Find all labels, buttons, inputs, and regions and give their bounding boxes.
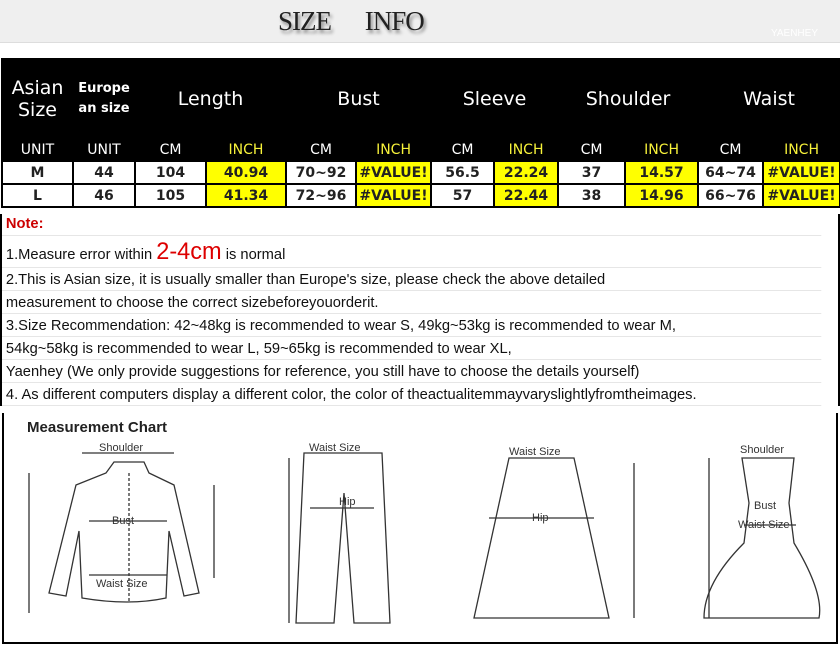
table-cell: 22.24	[494, 161, 558, 184]
note-2b: measurement to choose the correct sizebeforeyouorderit.	[2, 291, 821, 314]
header-waist: Waist	[698, 59, 840, 139]
banner-title: SIZE INFO	[278, 6, 424, 36]
size-info-banner	[0, 0, 840, 43]
brand-watermark: YAENHEY	[770, 28, 818, 39]
unit-cell: UNIT	[73, 139, 135, 161]
note-3b: 54kg~58kg is recommended to wear L, 59~65kg is recommended to wear XL,	[2, 337, 821, 360]
table-row	[2, 161, 840, 184]
size-label: L	[2, 184, 73, 207]
table-cell: 57	[431, 184, 494, 207]
unit-cell: CM	[558, 139, 625, 161]
dress-bust-label: Bust	[754, 500, 777, 512]
unit-cell: INCH	[494, 139, 558, 161]
skirt-diagram-icon	[474, 458, 634, 618]
notes-title: Note:	[2, 214, 821, 236]
table-cell: #VALUE!	[356, 184, 431, 207]
header-european-size: Europe an size	[73, 59, 135, 139]
table-cell: #VALUE!	[763, 184, 840, 207]
table-cell: 104	[135, 161, 206, 184]
note-2a: 2.This is Asian size, it is usually smaller than Europe's size, please check the above detailed	[2, 268, 821, 291]
header-length: Length	[135, 59, 286, 139]
table-cell: 46	[73, 184, 135, 207]
skirt-waist-label: Waist Size	[509, 446, 561, 458]
table-cell: 22.44	[494, 184, 558, 207]
table-cell: #VALUE!	[356, 161, 431, 184]
dress-shoulder-label: Shoulder	[740, 444, 785, 456]
pants-diagram-icon	[289, 453, 390, 623]
shirt-bust-label: Bust	[112, 515, 135, 527]
note-3a: 3.Size Recommendation: 42~48kg is recommended to wear S, 49kg~53kg is recommended to wear M,	[2, 314, 821, 337]
note-3c: Yaenhey (We only provide suggestions for reference, you still have to choose the details yourself)	[2, 360, 821, 383]
unit-cell: CM	[431, 139, 494, 161]
measurement-chart	[2, 413, 838, 644]
unit-cell: INCH	[206, 139, 286, 161]
chart-title: Measurement Chart	[27, 419, 168, 436]
notes-section	[0, 214, 840, 406]
table-cell: 72~96	[286, 184, 356, 207]
table-cell: 70~92	[286, 161, 356, 184]
unit-cell: CM	[286, 139, 356, 161]
table-cell: 64~74	[698, 161, 763, 184]
pants-hip-label: Hip	[339, 496, 356, 508]
size-table	[1, 58, 840, 208]
dress-waist-label: Waist Size	[738, 519, 790, 531]
unit-cell: INCH	[625, 139, 698, 161]
unit-cell: CM	[135, 139, 206, 161]
note-4: 4. As different computers display a different color, the color of theactualitemmayvaryslightlyfromtheimages.	[2, 383, 821, 406]
table-cell: 44	[73, 161, 135, 184]
table-cell: 56.5	[431, 161, 494, 184]
unit-row	[2, 139, 840, 161]
unit-cell: CM	[698, 139, 763, 161]
skirt-hip-label: Hip	[532, 512, 549, 524]
header-asian-size: Asian Size	[2, 59, 73, 139]
table-cell: 105	[135, 184, 206, 207]
error-range: 2-4cm	[156, 238, 222, 265]
note-1: 1.Measure error within 2-4cm is normal	[2, 236, 821, 268]
table-cell: 66~76	[698, 184, 763, 207]
header-bust: Bust	[286, 59, 431, 139]
size-label: M	[2, 161, 73, 184]
table-row	[2, 184, 840, 207]
shirt-shoulder-label: Shoulder	[99, 442, 144, 454]
table-cell: 14.57	[625, 161, 698, 184]
unit-cell: UNIT	[2, 139, 73, 161]
table-cell: 41.34	[206, 184, 286, 207]
unit-cell: INCH	[763, 139, 840, 161]
table-cell: 40.94	[206, 161, 286, 184]
table-cell: 37	[558, 161, 625, 184]
table-header-row	[2, 59, 840, 139]
shirt-waist-label: Waist Size	[96, 578, 148, 590]
unit-cell: INCH	[356, 139, 431, 161]
pants-waist-label: Waist Size	[309, 442, 361, 454]
dress-diagram-icon	[704, 458, 820, 618]
table-cell: #VALUE!	[763, 161, 840, 184]
table-cell: 38	[558, 184, 625, 207]
header-shoulder: Shoulder	[558, 59, 698, 139]
header-sleeve: Sleeve	[431, 59, 558, 139]
table-cell: 14.96	[625, 184, 698, 207]
